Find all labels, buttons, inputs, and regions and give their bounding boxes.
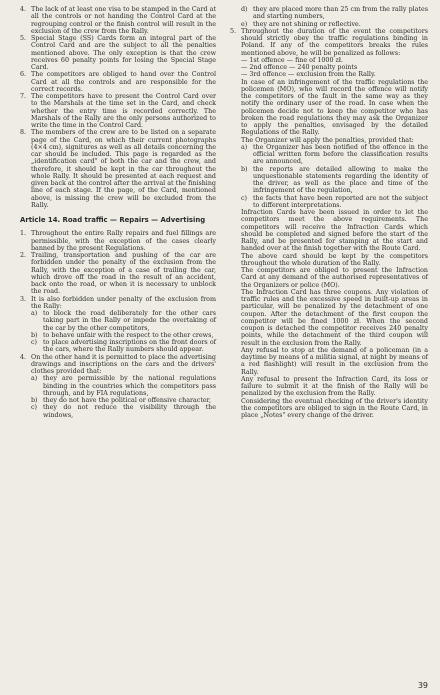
right-column [230, 6, 428, 419]
list-item: 3. It is also forbidden under penalty of the exclusion from the Rally: a) to block the road deliberately for the other cars taking part in the Rally or impede the overtaking of the car by the other competitors, b) to behave unfair with the respect to the other crews, c) to place advertising inscriptions on the front doors of the cars, where the Rally numbers should appear. [20, 295, 216, 354]
article-14-heading: Article 14. Road traffic — Repairs — Advertising [20, 216, 206, 224]
list-item: 6. The competitors are obliged to hand over the Control Card at all the controls and are responsible for the correct records. [20, 71, 216, 93]
sub-item: c) to place advertising inscriptions on the front doors of the cars, where the Rally numbers should appear. [31, 339, 216, 354]
list-item: 4. On the other hand it is permitted to place the advertising drawings and inscriptions on the cars and the drivers' clothes provided that: a) they are permissible by the national regulations binding in the countries which the competitors pass through, and by FIA regulations, b) they do not have the political or offensive character, c) they do not reduce the visibility through the windows, [20, 353, 216, 419]
list-item: 1. Throughout the entire Rally repairs and fuel fillings are permissible, with the exception of the cases clearly banned by the present Regulations. [20, 230, 216, 252]
paragraph: Infraction Cards have been issued in order to let the competitors meet the above requirements. The competitors will receive the Infraction Cards which should be completed and signed before the start of the Rally, and be presented for stamping at the start and handed over at the finish together with the Route Card. [241, 209, 428, 253]
article-14-items [20, 230, 216, 419]
page-number: 39 [417, 681, 428, 690]
list-item: 5. Special Stage (SS) Cards form an integral part of the Control Card and are the subject to all the penalties mentioned above. The only exception is that the crew receives 60 penalty points for losing the Special Stage Card. [20, 35, 216, 71]
list-item: 8. The members of the crew are to be listed on a separate page of the Card, on which their current photographs (4×4 cm), signitures as well as all details concerning the car should be included. This page is regarded as the „identification card" of both the car and the crew, and therefore, it should be kept in the car throughout the whole Rally. It should be presented at each request and given back at the control after the arrival at the finishing line of each stage. If the page, of the Card, mentioned above, is missing the crew will be excluded from the Rally. [20, 129, 216, 209]
left-column [20, 6, 216, 419]
sub-item: c) the facts that have been reported are not the subject to different interpretations. [241, 194, 428, 209]
sub-item: b) the reports are detailed allowing to make the unquestionable statements regarding the identity of the driver, as well as the place and time of the infringement of the regulation, [241, 165, 428, 195]
list-item: 5. Throughout the duration of the event the competitors should strictly obey the traffic regulations binding in Poland. If any of the competitors breaks the rules mentioned above, he will be penalized as follows: — 1st offence — fine of 1000 zł. — 2nd offence — 240 penalty points — 3rd offence — exclusion from the Rally. In case of an infringement of the traffic regulations the policemen (MO), who will record the offence will notify the competitors of the fault in the same way as they notify the ordinary user of the road. In case when the policemen decide not to keep the competitor who has broken the road regulations they may ask the Organizer to apply the penalties, envisaged by the detailed Regulations of the Rally. The Organizer will apply the penalties, provided that: a) the Organizer has been notified of the offence in the official written form before the classification results are announced, b) the reports are detailed allowing to make the unquestionable statements regarding the identity of the driver, as well as the place and time of the infringement of the regulation, c) the facts that have been reported are not the subject to different interpretations. Infraction Cards have been issued in order to let the competitors meet the above requirements. The competitors will receive the Infraction Cards which should be completed and signed before the start of the Rally, and be presented for stamping at the start and handed over at the finish together with the Route Card. The above card should be kept by the competitors throughout the whole duration of the Rally. The competitors are obliged to present the Infraction Card at any demand of the authorised representatives of the Organizers or police (MO). The Infraction Card has three coupons. Any violation of traffic rules and the excessive speed in built-up areas in particular, will be penalized by the detachment of one coupon. After the detachment of the first coupon the competitor will be fined 1000 zł. When the second coupon is detached the competitor receives 240 penalty points, while the detachment of the third coupon will result in the exclusion from the Rally. Any refusal to stop at the demand of a policeman (in a daytime by means of a militia signal, at night by means of a red flashlight) will result in the exclusion from the Rally. Any refusal to present the Infraction Card, its loss or failure to submit it at the finish of the Rally will be penalized by the exclusion from the Rally. Considering the eventual checking of the driver's identity the competitors are obliged to sign in the Route Card, in place „Notes" every change of the driver. [230, 27, 428, 419]
list-item: 7. The competitors have to present the Control Card over to the Marshals at the time set in the Card, and check whether the entry time is recorded correctly. The Marshals of the Rally are the only persons authorized to write the time in the Control Card. [20, 93, 216, 129]
sub-item: a) to block the road deliberately for the other cars taking part in the Rally or impede the overtaking of the car by the other competitors, [31, 310, 216, 332]
sub-item: a) the Organizer has been notified of the offence in the official written form before the classification results are announced, [241, 143, 428, 166]
penalty-line: — 2nd offence — 240 penalty points [241, 64, 358, 71]
penalty-line: — 3rd offence — exclusion from the Rally. [241, 71, 376, 79]
sub-item: a) they are permissible by the national regulations binding in the countries which the competitors pass through, and by FIA regulations, [31, 375, 216, 397]
paragraph: The Infraction Card has three coupons. Any violation of traffic rules and the excessive speed in built-up areas in particular, will be penalized by the detachment of one coupon. After the detachment of the first coupon the competitor will be fined 1000 zł. When the second coupon is detached the competitor receives 240 penalty points, while the detachment of the third coupon will result in the exclusion from the Rally. [241, 288, 428, 347]
sub-item: c) they do not reduce the visibility through the windows, [31, 404, 216, 419]
sub-item: b) to behave unfair with the respect to the other crews, [31, 331, 214, 339]
paragraph: Any refusal to stop at the demand of a policeman (in a daytime by means of a militia signal, at night by means of a red flashlight) will result in the exclusion from the Rally. [241, 346, 428, 376]
paragraph: The competitors are obliged to present the Infraction Card at any demand of the authorised representatives of the Organizers or police (MO). [241, 267, 428, 289]
paragraph: Any refusal to present the Infraction Card, its loss or failure to submit it at the finish of the Rally will be penalized by the exclusion from the Rally. [241, 375, 428, 398]
paragraph: The above card should be kept by the competitors throughout the whole duration of the Rally. [241, 252, 428, 267]
article-13-items [20, 6, 216, 209]
paragraph: The Organizer will apply the penalties, provided that: [241, 136, 414, 144]
paragraph: In case of an infringement of the traffic regulations the policemen (MO), who will record the offence will notify the competitors of the fault in the same way as they notify the ordinary user of the road. In case when the policemen decide not to keep the competitor who has broken the road regulations they may ask the Organizer to apply the penalties, envisaged by the detailed Regulations of the Rally. [241, 78, 428, 137]
list-item: 4. The lack of at least one visa to be stamped in the Card at all the controls or not handing the Control Card at the regrouping control or the finish control will result in the exclusion of the crew from the Rally. [20, 6, 216, 35]
sub-item: e) they are not shining or reflective. [241, 20, 361, 28]
sub-item: b) they do not have the political or offensive character, [31, 397, 211, 404]
penalty-line: — 1st offence — fine of 1000 zł. [241, 56, 343, 64]
paragraph: Considering the eventual checking of the driver's identity the competitors are obliged to sign in the Route Card, in place „Notes" every change of the driver. [241, 397, 428, 419]
sub-item: d) they are placed more than 25 cm from the rally plates and starting numbers, [241, 6, 428, 21]
list-item: 2. Trailing, transportation and pushing of the car are forbidden under the penalty of the exclusion from the Rally, with the exception of a case of trailing the car, which drove off the road in the result of an accident, back onto the road, or when it is necessary to unblock the road. [20, 252, 216, 296]
